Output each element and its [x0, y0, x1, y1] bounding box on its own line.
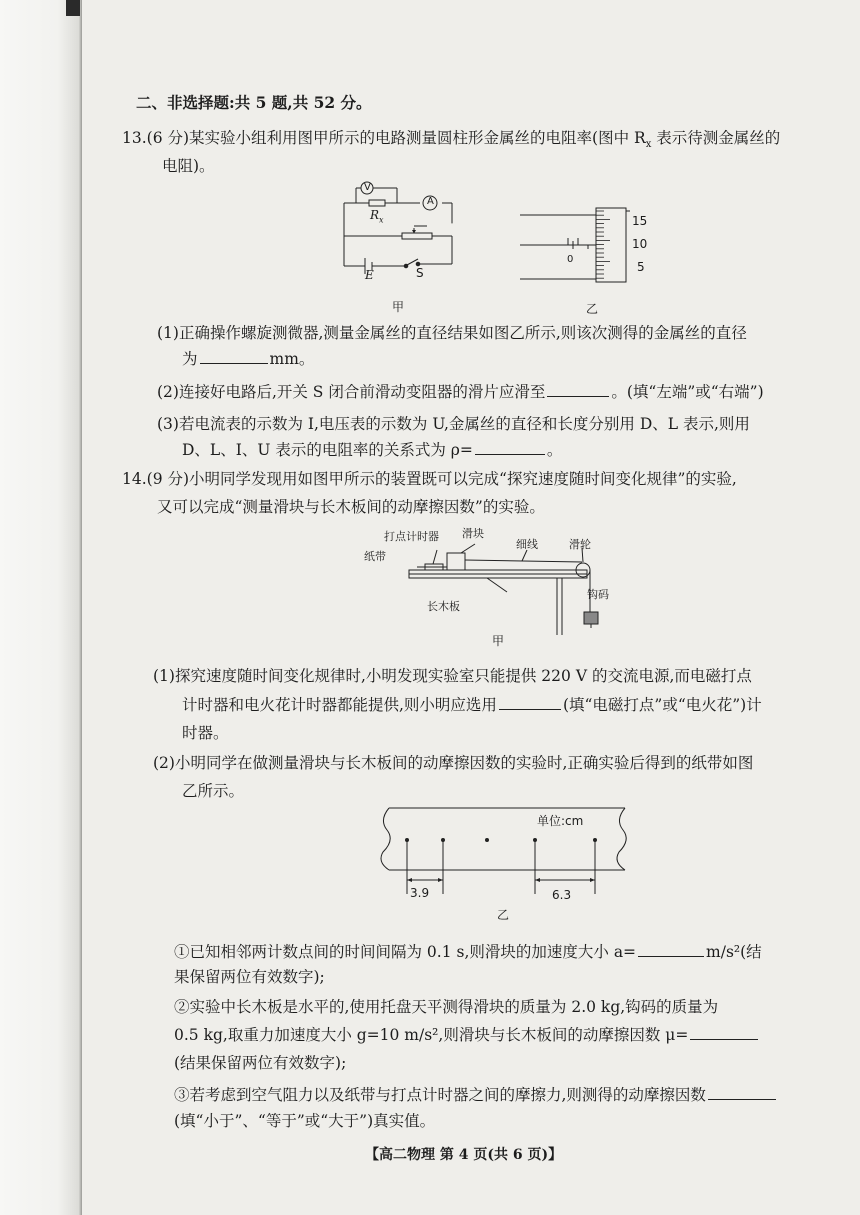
apparatus-slider-label: 滑块	[462, 527, 484, 540]
q13-answer-blank-2[interactable]	[547, 382, 609, 397]
micrometer-tick-15: 15	[632, 214, 648, 228]
q14-sub2-line1: ②实验中长木板是水平的,使用托盘天平测得滑块的质量为 2.0 kg,钩码的质量为	[174, 998, 719, 1016]
q13-part2: (2)连接好电路后,开关 S 闭合前滑动变阻器的滑片应滑至 。(填“左端”或“右端”)	[157, 383, 764, 401]
micrometer-tick-5: 5	[637, 260, 645, 274]
micrometer-zero: 0	[567, 254, 574, 265]
q14-sub2-line3: (结果保留两位有效数字);	[174, 1054, 347, 1072]
tape-unit-label: 单位:cm	[537, 814, 584, 828]
q14-answer-blank-3[interactable]	[690, 1025, 758, 1040]
q13-stem-line2: 电阻)。	[162, 157, 215, 175]
switch-label: S	[416, 266, 424, 280]
apparatus-board-label: 长木板	[427, 600, 460, 613]
left-paper-edge	[0, 0, 82, 1215]
q13-part1-line1: (1)正确操作螺旋测微器,测量金属丝的直径结果如图乙所示,则该次测得的金属丝的直径	[157, 324, 747, 342]
apparatus-weight-label: 钩码	[587, 588, 609, 601]
apparatus-string-label: 细线	[516, 538, 538, 551]
q14-sub1-line2: 果保留两位有效数字);	[174, 968, 325, 986]
q14-stem-line1: 14.(9 分)小明同学发现用如图甲所示的装置既可以完成“探究速度随时间变化规律”的实验,	[122, 470, 737, 488]
voltmeter-label: V	[364, 182, 371, 193]
battery-label: E	[365, 268, 374, 282]
apparatus-timer-label: 打点计时器	[384, 530, 439, 543]
q14-sub2-line2: 0.5 kg,取重力加速度大小 g=10 m/s²,则滑块与长木板间的动摩擦因数 μ=	[174, 1024, 760, 1046]
resistor-label: $R_x$	[370, 208, 384, 225]
q14-sub1-line1: ①已知相邻两计数点间的时间间隔为 0.1 s,则滑块的加速度大小 a= m/s²(结	[174, 943, 762, 961]
q14-answer-blank-4[interactable]	[708, 1085, 776, 1100]
q13-part1-line2: 为 mm。	[182, 350, 315, 368]
apparatus-tape-label: 纸带	[364, 550, 386, 563]
q13-answer-blank-1[interactable]	[200, 349, 268, 364]
q14-answer-blank-2[interactable]	[638, 942, 704, 957]
q14-answer-blank-1[interactable]	[499, 695, 561, 710]
q13-part3-line1: (3)若电流表的示数为 I,电压表的示数为 U,金属丝的直径和长度分别用 D、L 表示,则用	[157, 415, 750, 433]
micrometer-caption: 乙	[586, 302, 599, 316]
page-footer: 【高二物理 第 4 页(共 6 页)】	[365, 1147, 563, 1163]
q14-part2-line2: 乙所示。	[182, 782, 245, 800]
q14-sub3-line2: (填“小于”、“等于”或“大于”)真实值。	[174, 1112, 436, 1130]
q13-stem-line1: 13.(6 分)某实验小组利用图甲所示的电路测量圆柱形金属丝的电阻率(图中 $R_x$ 表示待测金属丝的	[122, 129, 781, 151]
micrometer-diagram	[516, 205, 636, 287]
apparatus-pulley-label: 滑轮	[569, 538, 591, 551]
q13-answer-blank-3[interactable]	[475, 440, 545, 455]
tape-right-gap-label: 6.3	[552, 888, 572, 902]
circuit-caption: 甲	[392, 300, 405, 314]
circuit-diagram	[332, 178, 462, 288]
apparatus-caption: 甲	[492, 634, 505, 648]
q14-sub3-line1: ③若考虑到空气阻力以及纸带与打点计时器之间的摩擦力,则测得的动摩擦因数	[174, 1084, 778, 1106]
tape-left-gap-label: 3.9	[410, 886, 430, 900]
micrometer-tick-10: 10	[632, 237, 648, 251]
ammeter-label: A	[427, 196, 434, 207]
q14-part2-line1: (2)小明同学在做测量滑块与长木板间的动摩擦因数的实验时,正确实验后得到的纸带如图	[153, 754, 754, 772]
q14-part1-line2: 计时器和电火花计时器都能提供,则小明应选用 (填“电磁打点”或“电火花”)计	[182, 696, 762, 714]
q14-part1-line1: (1)探究速度随时间变化规律时,小明发现实验室只能提供 220 V 的交流电源,而电磁打点	[153, 667, 752, 685]
section-heading: 二、非选择题:共 5 题,共 52 分。	[136, 93, 372, 112]
exam-page	[82, 0, 860, 1215]
q14-stem-line2: 又可以完成“测量滑块与长木板间的动摩擦因数”的实验。	[157, 498, 545, 516]
q13-part3-line2: D、L、I、U 表示的电阻率的关系式为 ρ= 。	[182, 441, 563, 459]
q14-part1-line3: 时器。	[182, 724, 229, 742]
tape-caption: 乙	[497, 908, 510, 922]
binder-tab	[66, 0, 80, 16]
